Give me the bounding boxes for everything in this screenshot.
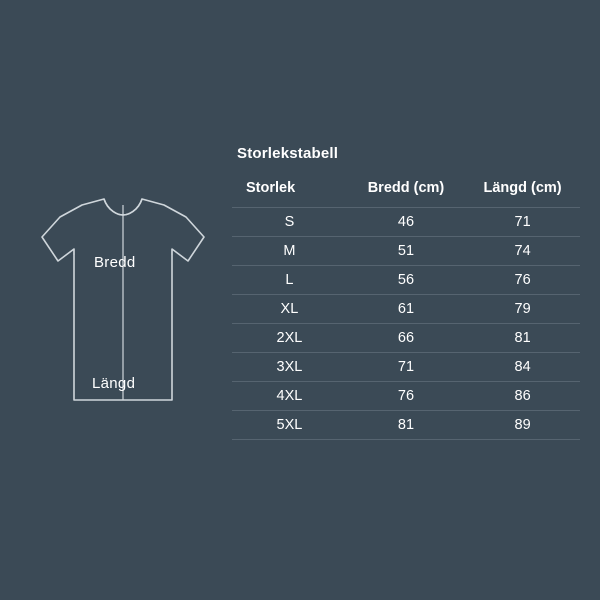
table-title: Storlekstabell xyxy=(237,145,339,162)
cell-length: 74 xyxy=(465,237,580,266)
cell-length: 79 xyxy=(465,295,580,324)
size-table-container xyxy=(232,145,580,440)
table-header-row xyxy=(232,180,580,208)
cell-width: 56 xyxy=(347,266,465,295)
cell-width: 46 xyxy=(347,208,465,237)
table-row xyxy=(232,266,580,295)
diagram-label-length: Längd xyxy=(92,375,136,392)
cell-size: 4XL xyxy=(232,382,347,411)
cell-length: 81 xyxy=(465,324,580,353)
cell-width: 71 xyxy=(347,353,465,382)
header-size: Storlek xyxy=(246,180,296,196)
cell-length: 76 xyxy=(465,266,580,295)
cell-width: 61 xyxy=(347,295,465,324)
cell-width: 51 xyxy=(347,237,465,266)
header-width: Bredd (cm) xyxy=(367,180,445,196)
table-row xyxy=(232,382,580,411)
tshirt-diagram xyxy=(20,175,230,435)
cell-size: 5XL xyxy=(232,411,347,440)
table-body xyxy=(232,208,580,440)
table-header xyxy=(232,180,580,208)
table-row xyxy=(232,353,580,382)
diagram-label-width: Bredd xyxy=(94,254,136,271)
cell-width: 81 xyxy=(347,411,465,440)
cell-length: 84 xyxy=(465,353,580,382)
size-table xyxy=(232,180,580,440)
tshirt-outline-icon xyxy=(20,175,230,435)
cell-length: 71 xyxy=(465,208,580,237)
header-length: Längd (cm) xyxy=(483,180,562,196)
cell-size: S xyxy=(232,208,347,237)
cell-length: 89 xyxy=(465,411,580,440)
table-row xyxy=(232,237,580,266)
table-row xyxy=(232,295,580,324)
cell-size: 3XL xyxy=(232,353,347,382)
cell-size: L xyxy=(232,266,347,295)
cell-size: 2XL xyxy=(232,324,347,353)
table-row xyxy=(232,208,580,237)
cell-width: 66 xyxy=(347,324,465,353)
cell-length: 86 xyxy=(465,382,580,411)
cell-size: M xyxy=(232,237,347,266)
cell-width: 76 xyxy=(347,382,465,411)
cell-size: XL xyxy=(232,295,347,324)
table-row xyxy=(232,411,580,440)
table-row xyxy=(232,324,580,353)
